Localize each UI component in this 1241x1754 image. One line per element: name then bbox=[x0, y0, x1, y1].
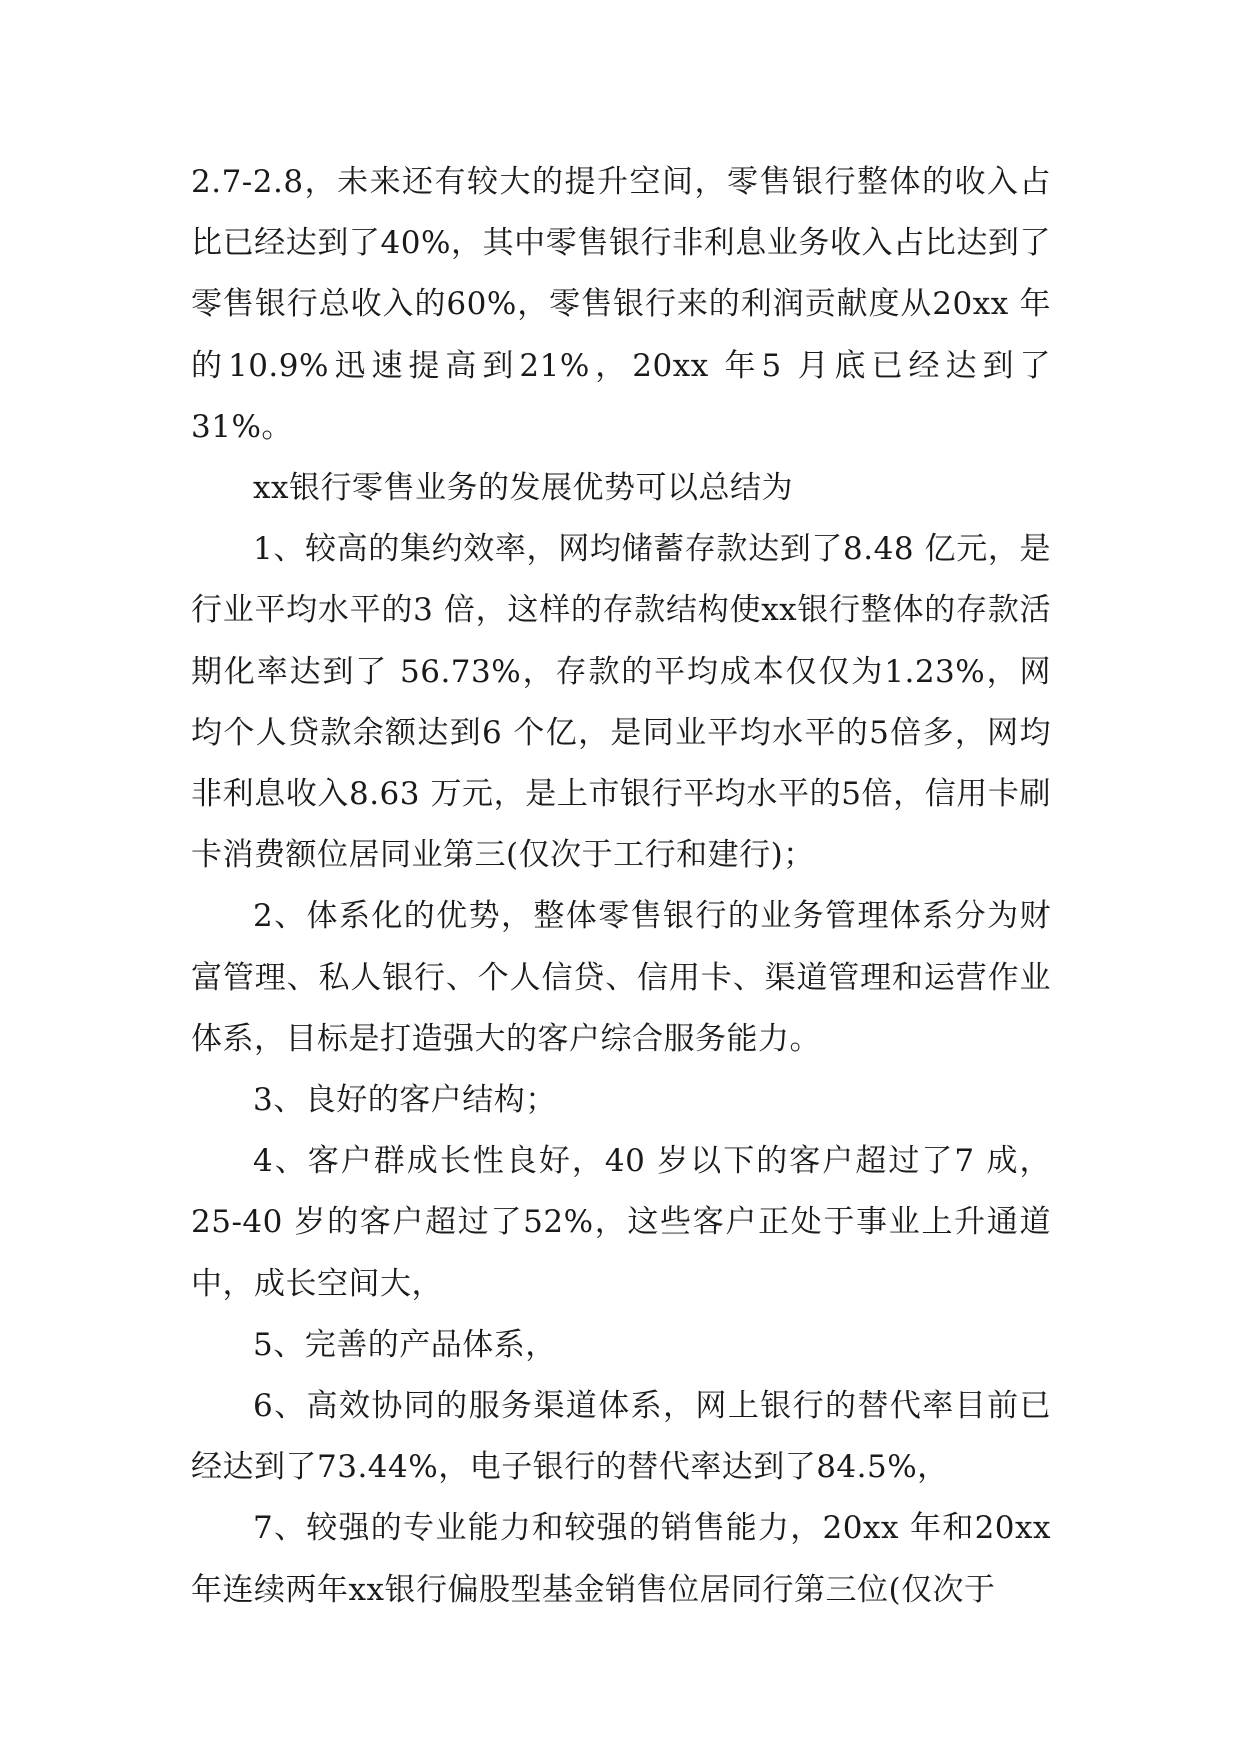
paragraph-8: 6、高效协同的服务渠道体系，网上银行的替代率目前已经达到了73.44%，电子银行的替代率达到了84.5%， bbox=[191, 1388, 1051, 1486]
paragraph-3: 1、较高的集约效率，网均储蓄存款达到了8.48 亿元，是行业平均水平的3 倍，这样的存款结构使xx银行整体的存款活期化率达到了 56.73%，存款的平均成本仅仅为1.23%，网均个人贷款余额达到6 个亿，是同业平均水平的5倍多，网均非利息收入8.63 万元，是上市银行平均水平的5倍，信用卡刷卡消费额位居同业第三(仅次于工行和建行)； bbox=[191, 531, 1051, 874]
paragraph-7: 5、完善的产品体系， bbox=[253, 1326, 557, 1363]
document-body bbox=[191, 152, 1051, 1621]
paragraph-6: 4、客户群成长性良好，40 岁以下的客户超过了7 成，25-40 岁的客户超过了52%，这些客户正处于事业上升通道中，成长空间大， bbox=[191, 1143, 1051, 1302]
paragraph-1: 2.7-2.8，未来还有较大的提升空间，零售银行整体的收入占比已经达到了40%，其中零售银行非利息业务收入占比达到了零售银行总收入的60%，零售银行来的利润贡献度从20xx 年的10.9%迅速提高到21%，20xx 年5 月底已经达到了31%。 bbox=[191, 164, 1051, 445]
paragraph-2: xx银行零售业务的发展优势可以总结为 bbox=[253, 470, 793, 507]
paragraph-4: 2、体系化的优势，整体零售银行的业务管理体系分为财富管理、私人银行、个人信贷、信用卡、渠道管理和运营作业体系，目标是打造强大的客户综合服务能力。 bbox=[191, 898, 1051, 1057]
paragraph-5: 3、良好的客户结构； bbox=[253, 1082, 557, 1119]
paragraph-9: 7、较强的专业能力和较强的销售能力，20xx 年和20xx年连续两年xx银行偏股型基金销售位居同行第三位(仅次于 bbox=[191, 1510, 1051, 1608]
